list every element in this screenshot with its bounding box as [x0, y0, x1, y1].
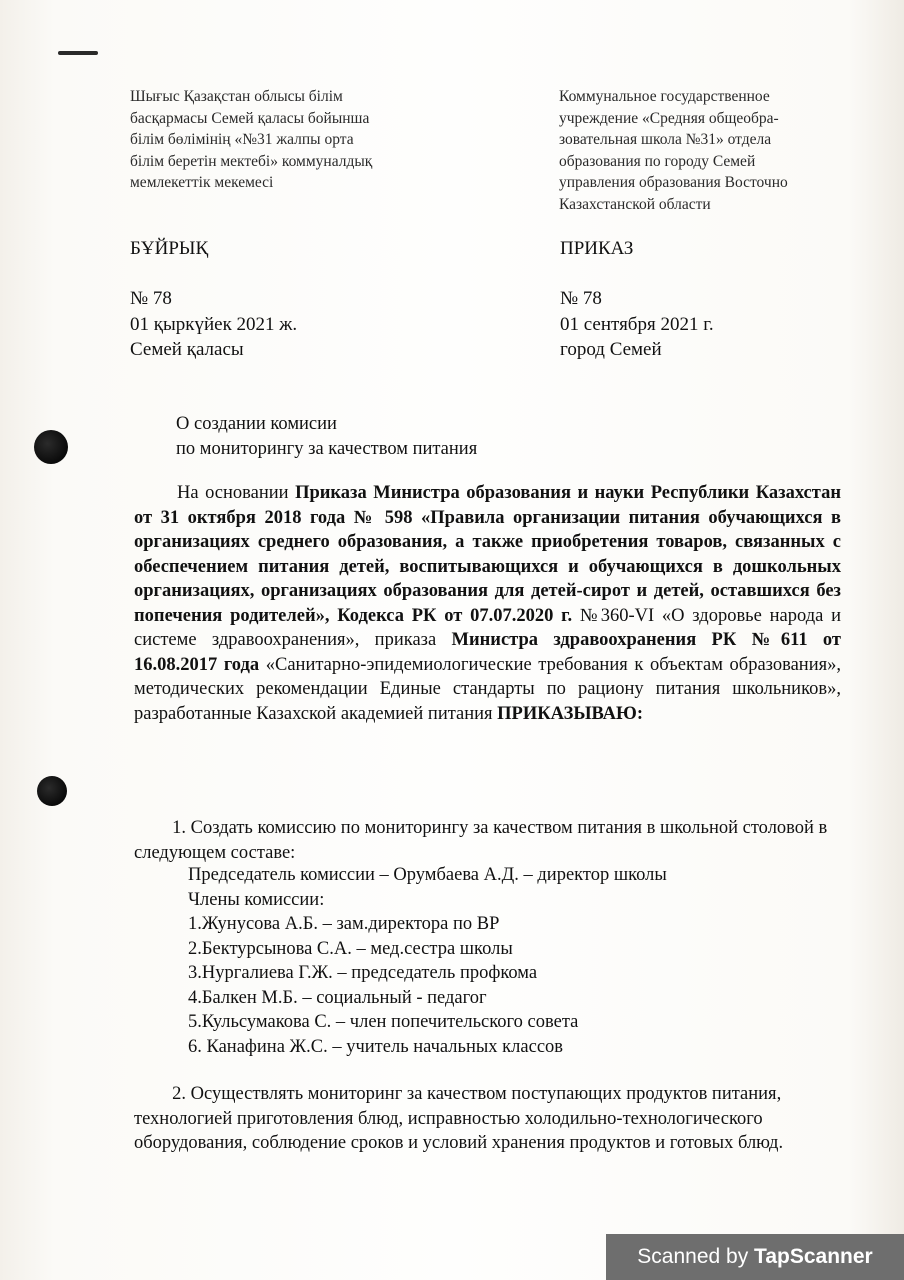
scanner-watermark	[606, 1234, 904, 1280]
header-russian-line: учреждение «Средняя общеобра-	[559, 109, 779, 127]
commission-list	[188, 863, 667, 1059]
item-text: Осуществлять мониторинг за качеством поступающих продуктов питания, технологией приготовления блюд, исправностью холодильно-технологического оборудования, соблюдение сроков и условий хранения продуктов и готовых блюд.	[134, 1084, 784, 1153]
header-russian-line: зовательная школа №31» отдела	[559, 131, 772, 148]
commission-member: 2.Бектурсынова С.А. – мед.сестра школы	[188, 938, 513, 959]
order-title-kazakh: БҰЙРЫҚ	[130, 238, 209, 259]
item-number: 2.	[172, 1084, 186, 1104]
commission-member: 6. Канафина Ж.С. – учитель начальных классов	[188, 1036, 564, 1057]
item-text: Создать комиссию по мониторингу за качеством питания в школьной столовой в следующем составе:	[134, 818, 828, 863]
header-russian-line: Казахстанской области	[559, 195, 711, 213]
order-city-russian: город Семей	[560, 339, 662, 360]
order-number-russian: № 78	[560, 288, 602, 309]
header-kazakh	[130, 86, 460, 194]
subject-line: О создании комисии	[176, 414, 337, 434]
order-item-1	[134, 816, 841, 865]
punch-hole-top	[34, 430, 68, 464]
order-date-kazakh: 01 қыркүйек 2021 ж.	[130, 314, 298, 335]
header-russian-line: Коммунальное государственное	[559, 88, 770, 105]
commission-member: 5.Кульсумакова С. – член попечительского совета	[188, 1012, 579, 1032]
punch-hole-bottom	[37, 776, 67, 806]
preamble-bold-ref-2: Министра здравоохранения РК №611 от 16.08.2017 года	[134, 630, 841, 675]
header-kazakh-line: Шығыс Қазақстан облысы білім	[130, 88, 343, 105]
order-item-2	[134, 1082, 834, 1156]
preamble-text-2: №360-VI «О здоровье народа и системе здравоохранения», приказа	[134, 605, 841, 650]
watermark-brand: TapScanner	[754, 1245, 873, 1268]
header-kazakh-line: басқармасы Семей қаласы бойынша	[130, 109, 370, 127]
commission-member: 1.Жунусова А.Б. – зам.директора по ВР	[188, 914, 500, 934]
commission-member: 3.Нургалиева Г.Ж. – председатель профкома	[188, 963, 538, 983]
commission-member: 4.Балкен М.Б. – социальный - педагог	[188, 987, 487, 1008]
header-kazakh-line: білім бөлімінің «№31 жалпы орта	[130, 131, 354, 148]
commission-chairman: Председатель комиссии – Орумбаева А.Д. – директор школы	[188, 865, 667, 885]
header-russian-line: управления образования Восточно	[559, 174, 788, 191]
watermark-prefix: Scanned by	[637, 1245, 755, 1268]
header-russian	[559, 86, 859, 215]
members-label: Члены комиссии:	[188, 889, 325, 910]
header-russian-line: образования по городу Семей	[559, 152, 756, 170]
order-title-russian: ПРИКАЗ	[560, 238, 634, 259]
order-number-kazakh: № 78	[130, 288, 172, 309]
preamble-intro: На основании	[177, 483, 296, 503]
header-kazakh-line: білім беретін мектебі» коммуналдық	[130, 152, 373, 170]
preamble-paragraph	[134, 481, 841, 726]
item-number: 1.	[172, 818, 186, 838]
scan-mark	[58, 51, 98, 55]
preamble-bold-ref-1: Приказа Министра образования и науки Республики Казахстан от 31 октября 2018 года № 598 «Правила организации питания обучающихся в организациях среднего образования, а также приобретения товаров, связанных с обеспечением питания детей, воспитывающихся и обучающихся в дошкольных организациях, организациях образования для детей-сирот и детей, оставшихся без попечения родителей», Кодекса РК от 07.07.2020 г.	[134, 483, 841, 626]
order-city-kazakh: Семей қаласы	[130, 339, 244, 360]
order-directive: ПРИКАЗЫВАЮ:	[497, 703, 644, 724]
subject-line: по мониторингу за качеством питания	[176, 439, 478, 459]
header-kazakh-line: мемлекеттік мекемесі	[130, 174, 274, 191]
preamble-text-4: «Санитарно-эпидемиологические требования к объектам образования», методических рекомендации Единые стандарты по рациону питания школьников», разработанные Казахской академией питания	[134, 654, 841, 724]
order-subject	[176, 412, 477, 462]
order-date-russian: 01 сентября 2021 г.	[560, 314, 714, 335]
